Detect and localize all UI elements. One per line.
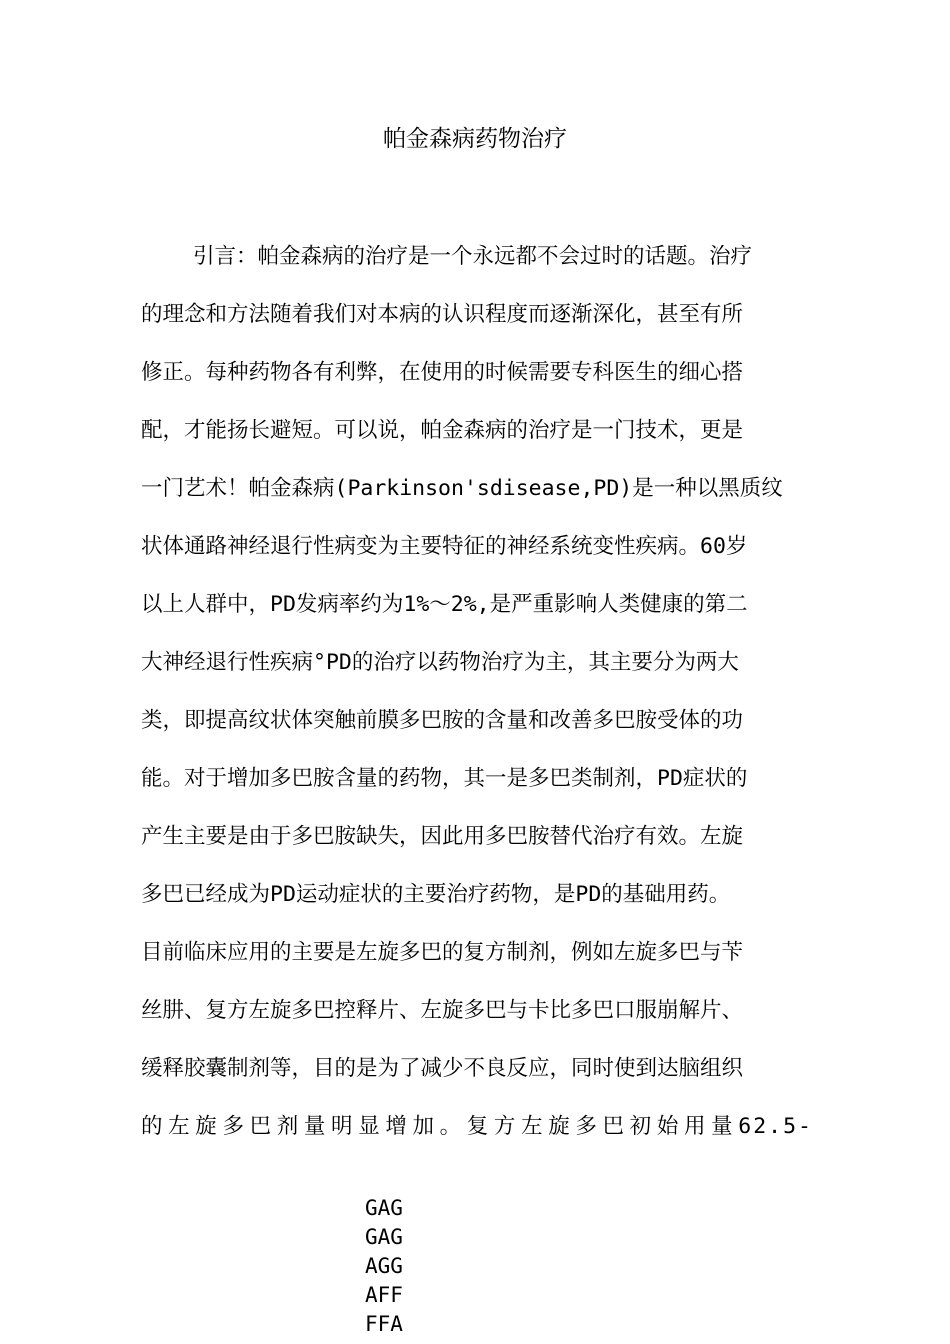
body-line: 修正。每种药物各有利弊，在使用的时候需要专科医生的细心搭: [141, 360, 744, 385]
body-line: 缓释胶囊制剂等，目的是为了减少不良反应，同时使到达脑组织: [141, 1056, 744, 1081]
body-line: 引言：帕金森病的治疗是一个永远都不会过时的话题。治疗: [193, 244, 753, 269]
code-item: AFF: [365, 1283, 403, 1307]
body-line: 以上人群中，PD发病率约为1%〜2%,是严重影响人类健康的第二: [141, 592, 748, 617]
body-line: 类，即提高纹状体突触前膜多巴胺的含量和改善多巴胺受体的功: [141, 708, 744, 733]
code-item: GAG: [365, 1225, 403, 1249]
body-line: 大神经退行性疾病°PD的治疗以药物治疗为主，其主要分为两大: [141, 650, 739, 675]
body-line: 多巴已经成为PD运动症状的主要治疗药物，是PD的基础用药。: [141, 882, 731, 907]
body-line: 目前临床应用的主要是左旋多巴的复方制剂，例如左旋多巴与苄: [141, 940, 744, 965]
code-item: GAG: [365, 1196, 403, 1220]
body-paragraph: [141, 228, 813, 1156]
code-item: FFA: [365, 1312, 403, 1336]
body-line: 产生主要是由于多巴胺缺失，因此用多巴胺替代治疗有效。左旋: [141, 824, 744, 849]
code-item: AGG: [365, 1254, 403, 1278]
document-title: 帕金森病药物治疗: [383, 126, 567, 152]
body-line: 的理念和方法随着我们对本病的认识程度而逐渐深化，甚至有所: [141, 302, 744, 327]
body-line: 一门艺术！帕金森病(Parkinson'sdisease,PD)是一种以黑质纹: [141, 476, 783, 501]
body-line: 配，才能扬长避短。可以说，帕金森病的治疗是一门技术，更是: [141, 418, 744, 443]
body-line: 状体通路神经退行性病变为主要特征的神经系统变性疾病。60岁: [141, 534, 748, 559]
body-line: 的左旋多巴剂量明显增加。复方左旋多巴初始用量62.5-: [141, 1114, 813, 1139]
body-line: 丝肼、复方左旋多巴控释片、左旋多巴与卡比多巴口服崩解片、: [141, 998, 744, 1023]
code-list: [365, 1194, 403, 1339]
body-line: 能。对于增加多巴胺含量的药物，其一是多巴类制剂，PD症状的: [141, 766, 748, 791]
